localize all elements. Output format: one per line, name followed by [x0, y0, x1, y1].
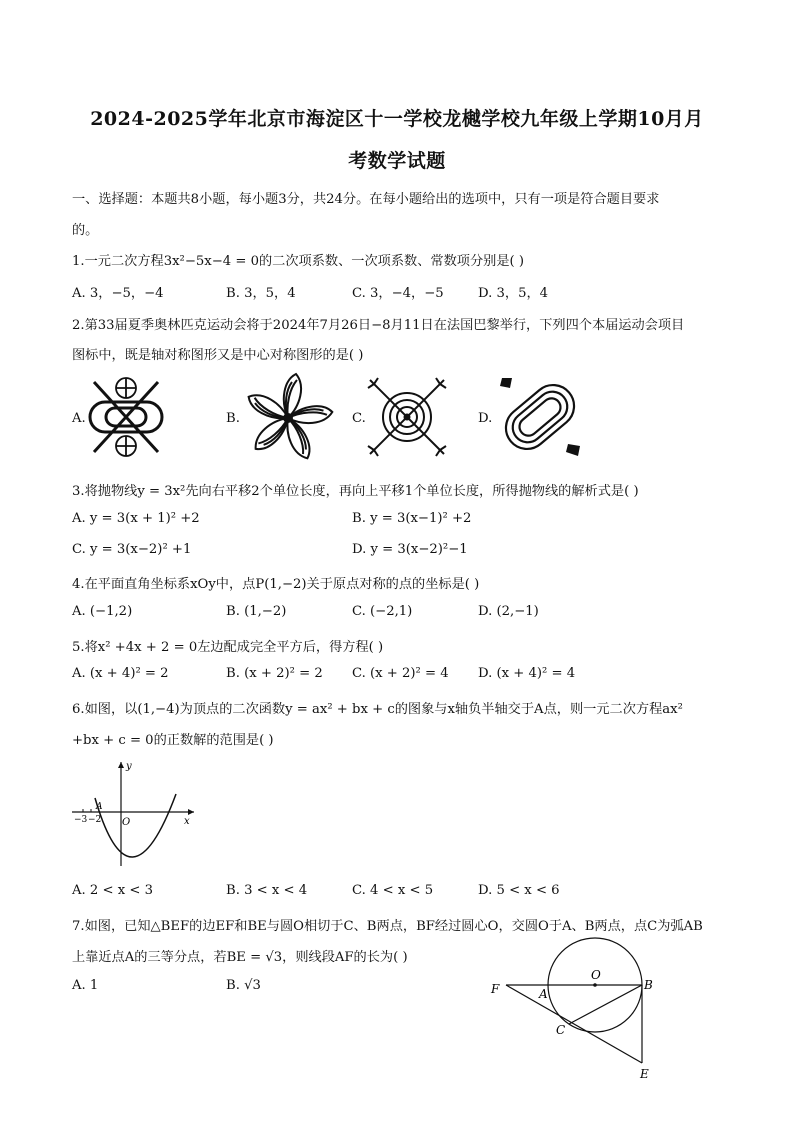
graph-origin-label: O: [122, 817, 131, 828]
q2-option-a-label: A.: [72, 411, 86, 426]
q1-option-a: A. 3，−5，−4: [72, 286, 164, 301]
q3-option-a: A. y = 3(x + 1)² +2: [72, 511, 200, 526]
question-2-stem-cont: 图标中，既是轴对称图形又是中心对称图形的是( ): [72, 348, 364, 363]
parabola-curve: [95, 794, 176, 857]
q2-option-d-label: D.: [478, 411, 493, 426]
q5-option-c: C. (x + 2)² = 4: [352, 666, 449, 681]
q4-option-c: C. (−2,1): [352, 604, 413, 619]
q2-archery-target-icon: [364, 374, 450, 460]
q1-option-b: B. 3，5，4: [226, 286, 296, 301]
question-6-stem: 6.如图，以(1,−4)为顶点的二次函数y = ax² + bx + c的图象与x轴负半轴交于A点，则一元二次方程ax²: [72, 702, 683, 717]
q2-option-b-label: B.: [226, 411, 240, 426]
q2-running-track-icon: [494, 374, 586, 460]
q4-option-b: B. (1,−2): [226, 604, 287, 619]
q7-option-a: A. 1: [72, 978, 99, 993]
figure-label-a: A: [539, 987, 548, 1001]
q3-option-c: C. y = 3(x−2)² +1: [72, 542, 192, 557]
q7-option-b: B. √3: [226, 978, 261, 993]
q1-option-d: D. 3，5，4: [478, 286, 549, 301]
q5-option-d: D. (x + 4)² = 4: [478, 666, 576, 681]
question-7-stem-cont: 上靠近点A的三等分点，若BE = √3，则线段AF的长为( ): [72, 950, 408, 965]
q2-basketball-icon: [86, 374, 166, 460]
section-instructions: 一、选择题：本题共8小题，每小题3分，共24分。在每小题给出的选项中，只有一项是符合题目要求: [72, 192, 660, 207]
q1-option-c: C. 3，−4，−5: [352, 286, 444, 301]
y-axis-arrow-icon: [118, 762, 124, 768]
q4-option-d: D. (2,−1): [478, 604, 539, 619]
q5-option-b: B. (x + 2)² = 2: [226, 666, 323, 681]
q3-option-b: B. y = 3(x−1)² +2: [352, 511, 472, 526]
graph-tick-neg2: −2: [88, 815, 102, 825]
graph-y-label: y: [126, 761, 132, 772]
question-2-stem: 2.第33届夏季奥林匹克运动会将于2024年7月26日−8月11日在法国巴黎举行，下列四个本届运动会项目: [72, 318, 685, 333]
q6-option-c: C. 4 < x < 5: [352, 883, 434, 898]
question-6-stem-cont: +bx + c = 0的正数解的范围是( ): [72, 733, 274, 748]
segment-cb: [569, 985, 642, 1024]
q7-circle-tangent-figure: [486, 936, 666, 1084]
q6-option-a: A. 2 < x < 3: [72, 883, 153, 898]
figure-label-c: C: [556, 1023, 566, 1037]
figure-label-b: B: [644, 978, 653, 992]
graph-tick-neg3: −3: [74, 815, 88, 825]
x-axis-arrow-icon: [188, 809, 194, 815]
q5-option-a: A. (x + 4)² = 2: [72, 666, 169, 681]
question-3-stem: 3.将抛物线y = 3x²先向右平移2个单位长度，再向上平移1个单位长度，所得抛物线的解析式是( ): [72, 484, 639, 499]
q4-option-a: A. (−1,2): [72, 604, 133, 619]
graph-x-label: x: [184, 816, 190, 827]
question-7-stem: 7.如图，已知△BEF的边EF和BE与圆O相切于C、B两点，BF经过圆心O，交圆O于A、B两点，点C为弧AB: [72, 919, 703, 934]
section-instructions-cont: 的。: [72, 223, 99, 238]
question-5-stem: 5.将x² +4x + 2 = 0左边配成完全平方后，得方程( ): [72, 640, 384, 655]
question-4-stem: 4.在平面直角坐标系xOy中，点P(1,−2)关于原点对称的点的坐标是( ): [72, 577, 480, 592]
q6-parabola-graph: [70, 758, 200, 870]
question-1-stem: 1.一元二次方程3x²−5x−4 = 0的二次项系数、一次项系数、常数项分别是( ): [72, 254, 525, 269]
q6-option-d: D. 5 < x < 6: [478, 883, 560, 898]
exam-title-line1: 2024-2025学年北京市海淀区十一学校龙樾学校九年级上学期10月月: [90, 108, 704, 130]
graph-point-a-label: A: [96, 802, 103, 812]
q2-pinwheel-icon: [240, 370, 336, 466]
figure-label-f: F: [491, 982, 500, 996]
q3-option-d: D. y = 3(x−2)²−1: [352, 542, 468, 557]
figure-label-o: O: [591, 968, 601, 982]
figure-label-e: E: [640, 1067, 649, 1081]
q2-option-c-label: C.: [352, 411, 366, 426]
q6-option-b: B. 3 < x < 4: [226, 883, 308, 898]
exam-title-line2: 考数学试题: [348, 150, 446, 172]
